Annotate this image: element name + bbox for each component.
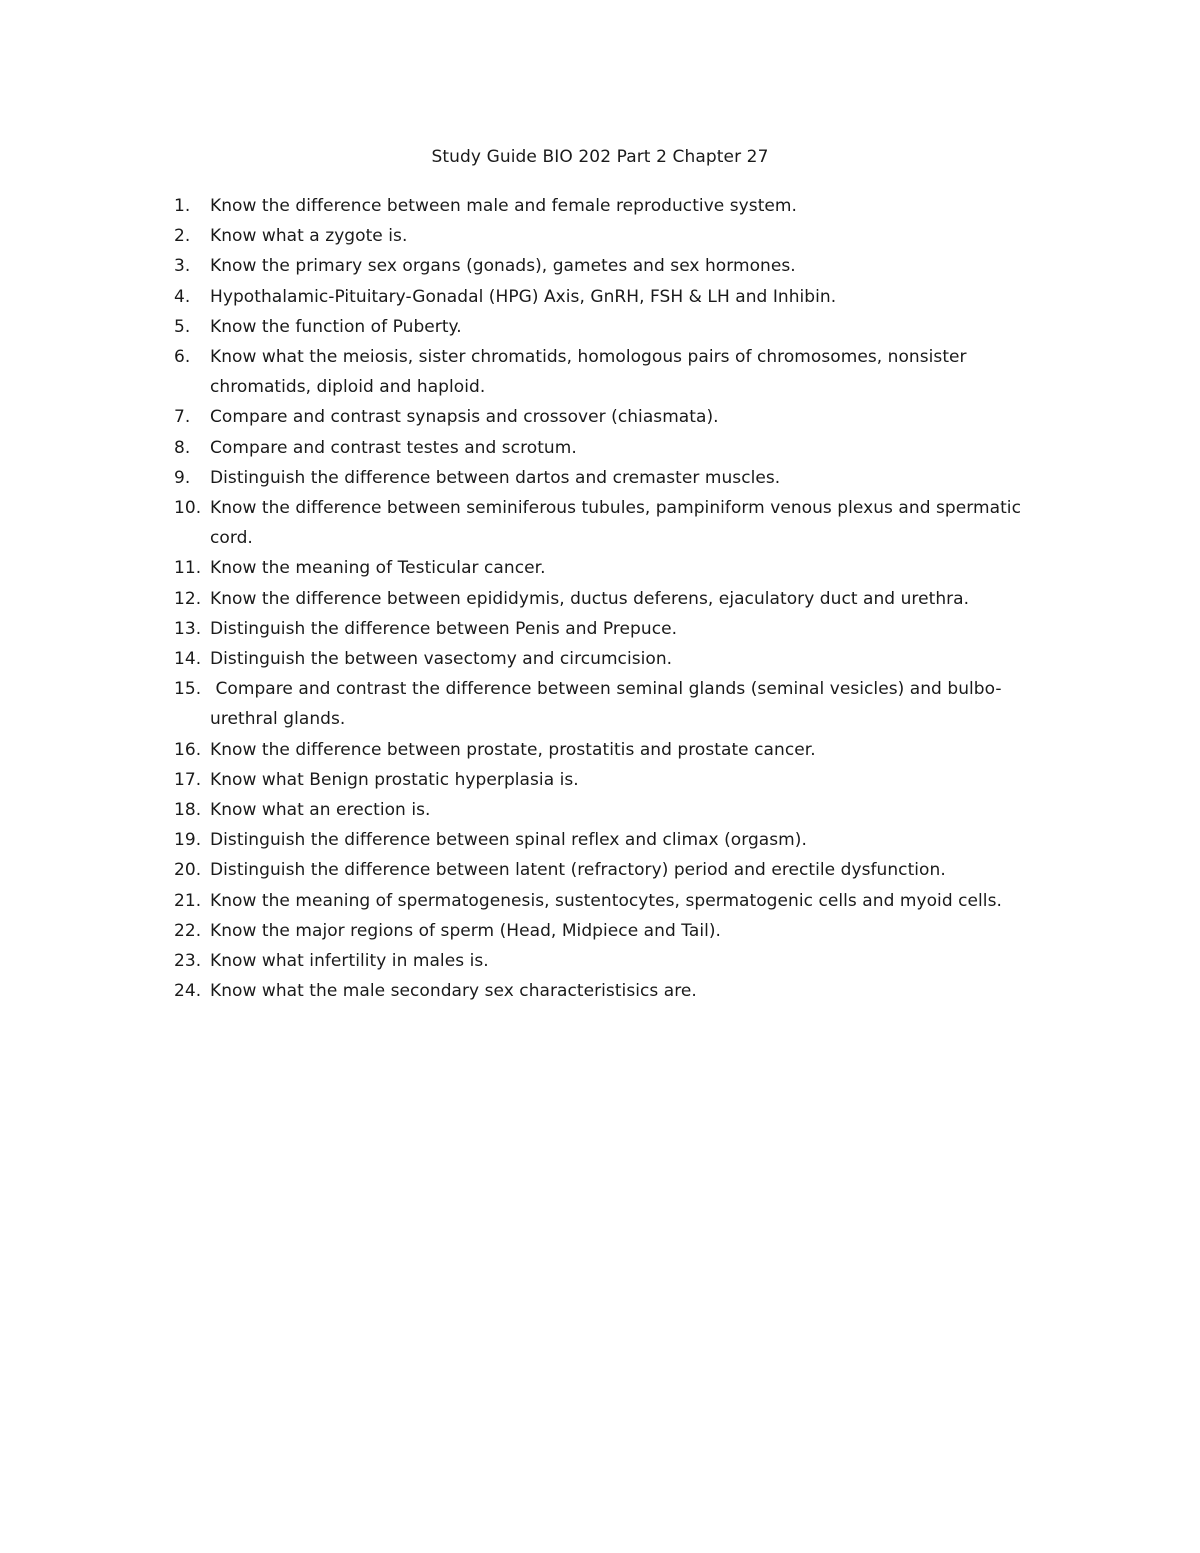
list-item <box>0 191 1200 221</box>
list-item <box>0 644 1200 674</box>
item-number: 3. <box>174 256 191 277</box>
list-item <box>0 735 1200 765</box>
list-item <box>0 765 1200 795</box>
list-item <box>0 795 1200 825</box>
item-number: 18. <box>174 800 202 821</box>
item-text: Distinguish the difference between dartos and cremaster muscles. <box>210 467 781 488</box>
list-item <box>0 976 1200 1006</box>
item-number: 24. <box>174 981 202 1002</box>
list-item <box>0 433 1200 463</box>
list-item <box>0 312 1200 342</box>
item-text: Know the meaning of Testicular cancer. <box>210 558 546 579</box>
item-text: Know what the male secondary sex characteristisics are. <box>210 981 697 1002</box>
item-text: Know the difference between seminiferous tubules, pampiniform venous plexus and spermatic cord. <box>210 498 1021 549</box>
list-item <box>0 674 1200 734</box>
item-text: Know the difference between male and female reproductive system. <box>210 196 797 216</box>
item-text: Know what Benign prostatic hyperplasia is. <box>210 769 579 790</box>
item-number: 17. <box>174 769 202 790</box>
item-number: 2. <box>174 226 191 247</box>
item-number: 9. <box>174 467 191 488</box>
item-text: Distinguish the difference between spinal reflex and climax (orgasm). <box>210 830 807 851</box>
item-number: 5. <box>174 316 191 337</box>
list-item <box>0 825 1200 855</box>
list-item <box>0 251 1200 281</box>
item-number: 20. <box>174 860 202 881</box>
item-text: Compare and contrast the difference between seminal glands (seminal vesicles) and bulbo-urethral glands. <box>210 679 1002 730</box>
item-text: Know the meaning of spermatogenesis, sustentocytes, spermatogenic cells and myoid cells. <box>210 890 1002 911</box>
item-number: 10. <box>174 498 202 519</box>
item-number: 7. <box>174 407 191 428</box>
item-number: 4. <box>174 286 191 307</box>
item-number: 16. <box>174 739 202 760</box>
item-text: Distinguish the between vasectomy and circumcision. <box>210 649 673 670</box>
list-item <box>0 614 1200 644</box>
study-question-list <box>0 191 1200 1006</box>
list-item <box>0 916 1200 946</box>
item-number: 8. <box>174 437 191 458</box>
item-number: 14. <box>174 649 202 670</box>
item-text: Know the primary sex organs (gonads), gametes and sex hormones. <box>210 256 796 277</box>
list-item <box>0 493 1200 553</box>
item-number: 13. <box>174 618 202 639</box>
item-number: 23. <box>174 951 202 972</box>
item-number: 6. <box>174 347 191 368</box>
item-text: Know what the meiosis, sister chromatids, homologous pairs of chromosomes, nonsister chromatids, diploid and haploid. <box>210 347 967 398</box>
item-number: 21. <box>174 890 202 911</box>
item-number: 15. <box>174 679 202 700</box>
item-number: 1. <box>174 196 191 216</box>
item-text: Know the difference between prostate, prostatitis and prostate cancer. <box>210 739 816 760</box>
list-item <box>0 946 1200 976</box>
list-item <box>0 886 1200 916</box>
item-text: Compare and contrast synapsis and crossover (chiasmata). <box>210 407 719 428</box>
item-text: Know the major regions of sperm (Head, Midpiece and Tail). <box>210 920 722 941</box>
item-text: Hypothalamic-Pituitary-Gonadal (HPG) Axis, GnRH, FSH & LH and Inhibin. <box>210 286 837 307</box>
list-item <box>0 855 1200 885</box>
list-item <box>0 221 1200 251</box>
list-item <box>0 342 1200 402</box>
list-item <box>0 463 1200 493</box>
item-text: Distinguish the difference between latent (refractory) period and erectile dysfunction. <box>210 860 946 881</box>
list-item <box>0 402 1200 432</box>
page-title: Study Guide BIO 202 Part 2 Chapter 27 <box>431 147 769 167</box>
item-number: 22. <box>174 920 202 941</box>
item-number: 12. <box>174 588 202 609</box>
item-text: Know what an erection is. <box>210 800 431 821</box>
list-item <box>0 553 1200 583</box>
item-text: Distinguish the difference between Penis and Prepuce. <box>210 618 678 639</box>
item-text: Know what a zygote is. <box>210 226 408 247</box>
item-text: Know the function of Puberty. <box>210 316 462 337</box>
list-item <box>0 282 1200 312</box>
item-text: Know the difference between epididymis, ductus deferens, ejaculatory duct and urethra. <box>210 588 970 609</box>
item-number: 11. <box>174 558 202 579</box>
item-text: Compare and contrast testes and scrotum. <box>210 437 577 458</box>
item-text: Know what infertility in males is. <box>210 951 489 972</box>
item-number: 19. <box>174 830 202 851</box>
list-item <box>0 584 1200 614</box>
